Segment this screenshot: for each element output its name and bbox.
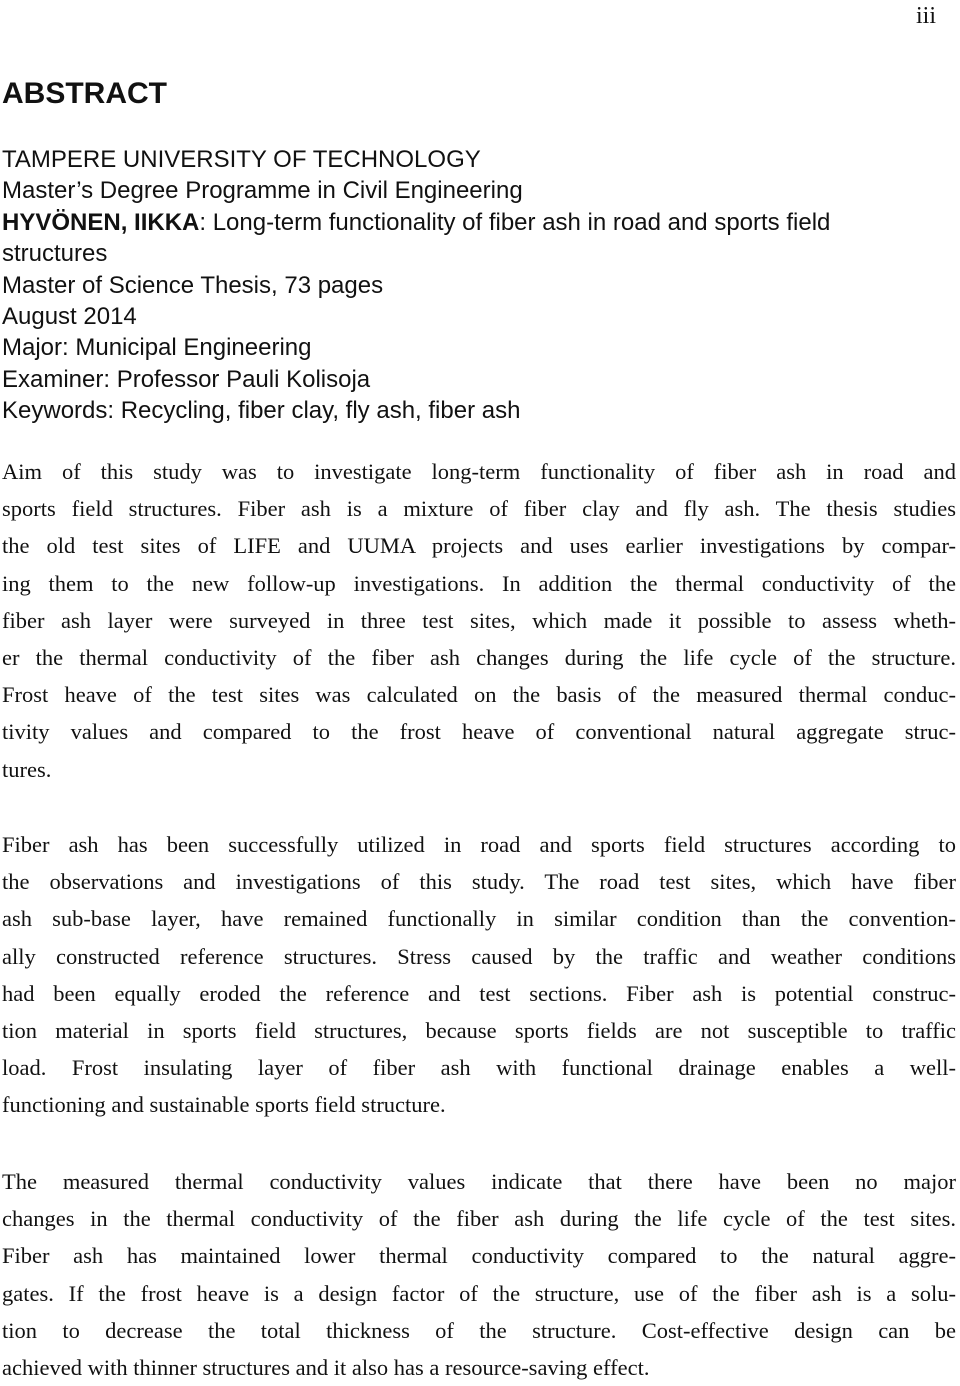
author-name: HYVÖNEN, IIKKA [2, 208, 200, 236]
paragraph-line: tures. [2, 756, 52, 782]
paragraph-line: ing them to the new follow-up investigations. In addition the thermal conductivity of the [2, 570, 956, 596]
keywords: Keywords: Recycling, fiber clay, fly ash, fiber ash [2, 397, 521, 425]
abstract-paragraph-3 [2, 1163, 956, 1386]
paragraph-line: fiber ash layer were surveyed in three test sites, which made it possible to assess wheth- [2, 607, 956, 633]
paragraph-line: The measured thermal conductivity values indicate that there have been no major [2, 1169, 956, 1194]
paragraph-line: had been equally eroded the reference and test sections. Fiber ash is potential construc- [2, 980, 956, 1006]
paragraph-line: gates. If the frost heave is a design factor of the structure, use of the fiber ash is a solu- [2, 1280, 956, 1306]
paragraph-line: Fiber ash has been successfully utilized in road and sports field structures according to [2, 832, 956, 857]
paragraph-line: tion material in sports field structures, because sports fields are not susceptible to traffic [2, 1018, 956, 1044]
thesis-metadata [2, 144, 952, 427]
paragraph-line: ash sub-base layer, have remained functionally in similar condition than the convention- [2, 906, 956, 932]
paragraph-line: Fiber ash has maintained lower thermal conductivity compared to the natural aggre- [2, 1243, 956, 1269]
paragraph-line: Frost heave of the test sites was calculated on the basis of the measured thermal conduc- [2, 682, 956, 708]
degree-programme: Master’s Degree Programme in Civil Engineering [2, 177, 523, 205]
paragraph-line: er the thermal conductivity of the fiber ash changes during the life cycle of the structure. [2, 645, 956, 671]
major: Major: Municipal Engineering [2, 334, 312, 362]
author-title-line [2, 207, 952, 238]
page-number: iii [915, 3, 936, 29]
paragraph-line: the old test sites of LIFE and UUMA projects and uses earlier investigations by compar- [2, 533, 956, 559]
paragraph-line: the observations and investigations of this study. The road test sites, which have fiber [2, 869, 956, 895]
paragraph-line: achieved with thinner structures and it also has a resource-saving effect. [2, 1355, 650, 1381]
paragraph-line: changes in the thermal conductivity of the fiber ash during the life cycle of the test sites. [2, 1206, 956, 1232]
thesis-title-continued: structures [2, 240, 108, 268]
abstract-heading: ABSTRACT [2, 77, 167, 110]
thesis-date: August 2014 [2, 303, 137, 331]
paragraph-line: sports field structures. Fiber ash is a mixture of fiber clay and fly ash. The thesis studies [2, 496, 956, 522]
paragraph-line: tivity values and compared to the frost heave of conventional natural aggregate struc- [2, 719, 956, 745]
thesis-info: Master of Science Thesis, 73 pages [2, 271, 384, 299]
thesis-title: : Long-term functionality of fiber ash in road and sports field [199, 208, 831, 236]
paragraph-line: load. Frost insulating layer of fiber ash with functional drainage enables a well- [2, 1055, 956, 1081]
paragraph-line: tion to decrease the total thickness of the structure. Cost-effective design can be [2, 1317, 956, 1343]
paragraph-line: functioning and sustainable sports field structure. [2, 1092, 446, 1118]
abstract-paragraph-1 [2, 453, 956, 788]
examiner: Examiner: Professor Pauli Kolisoja [2, 365, 371, 393]
paragraph-line: Aim of this study was to investigate long-term functionality of fiber ash in road and [2, 459, 956, 484]
paragraph-line: ally constructed reference structures. Stress caused by the traffic and weather conditions [2, 943, 956, 969]
abstract-paragraph-2 [2, 826, 956, 1124]
university-name: TAMPERE UNIVERSITY OF TECHNOLOGY [2, 146, 481, 173]
